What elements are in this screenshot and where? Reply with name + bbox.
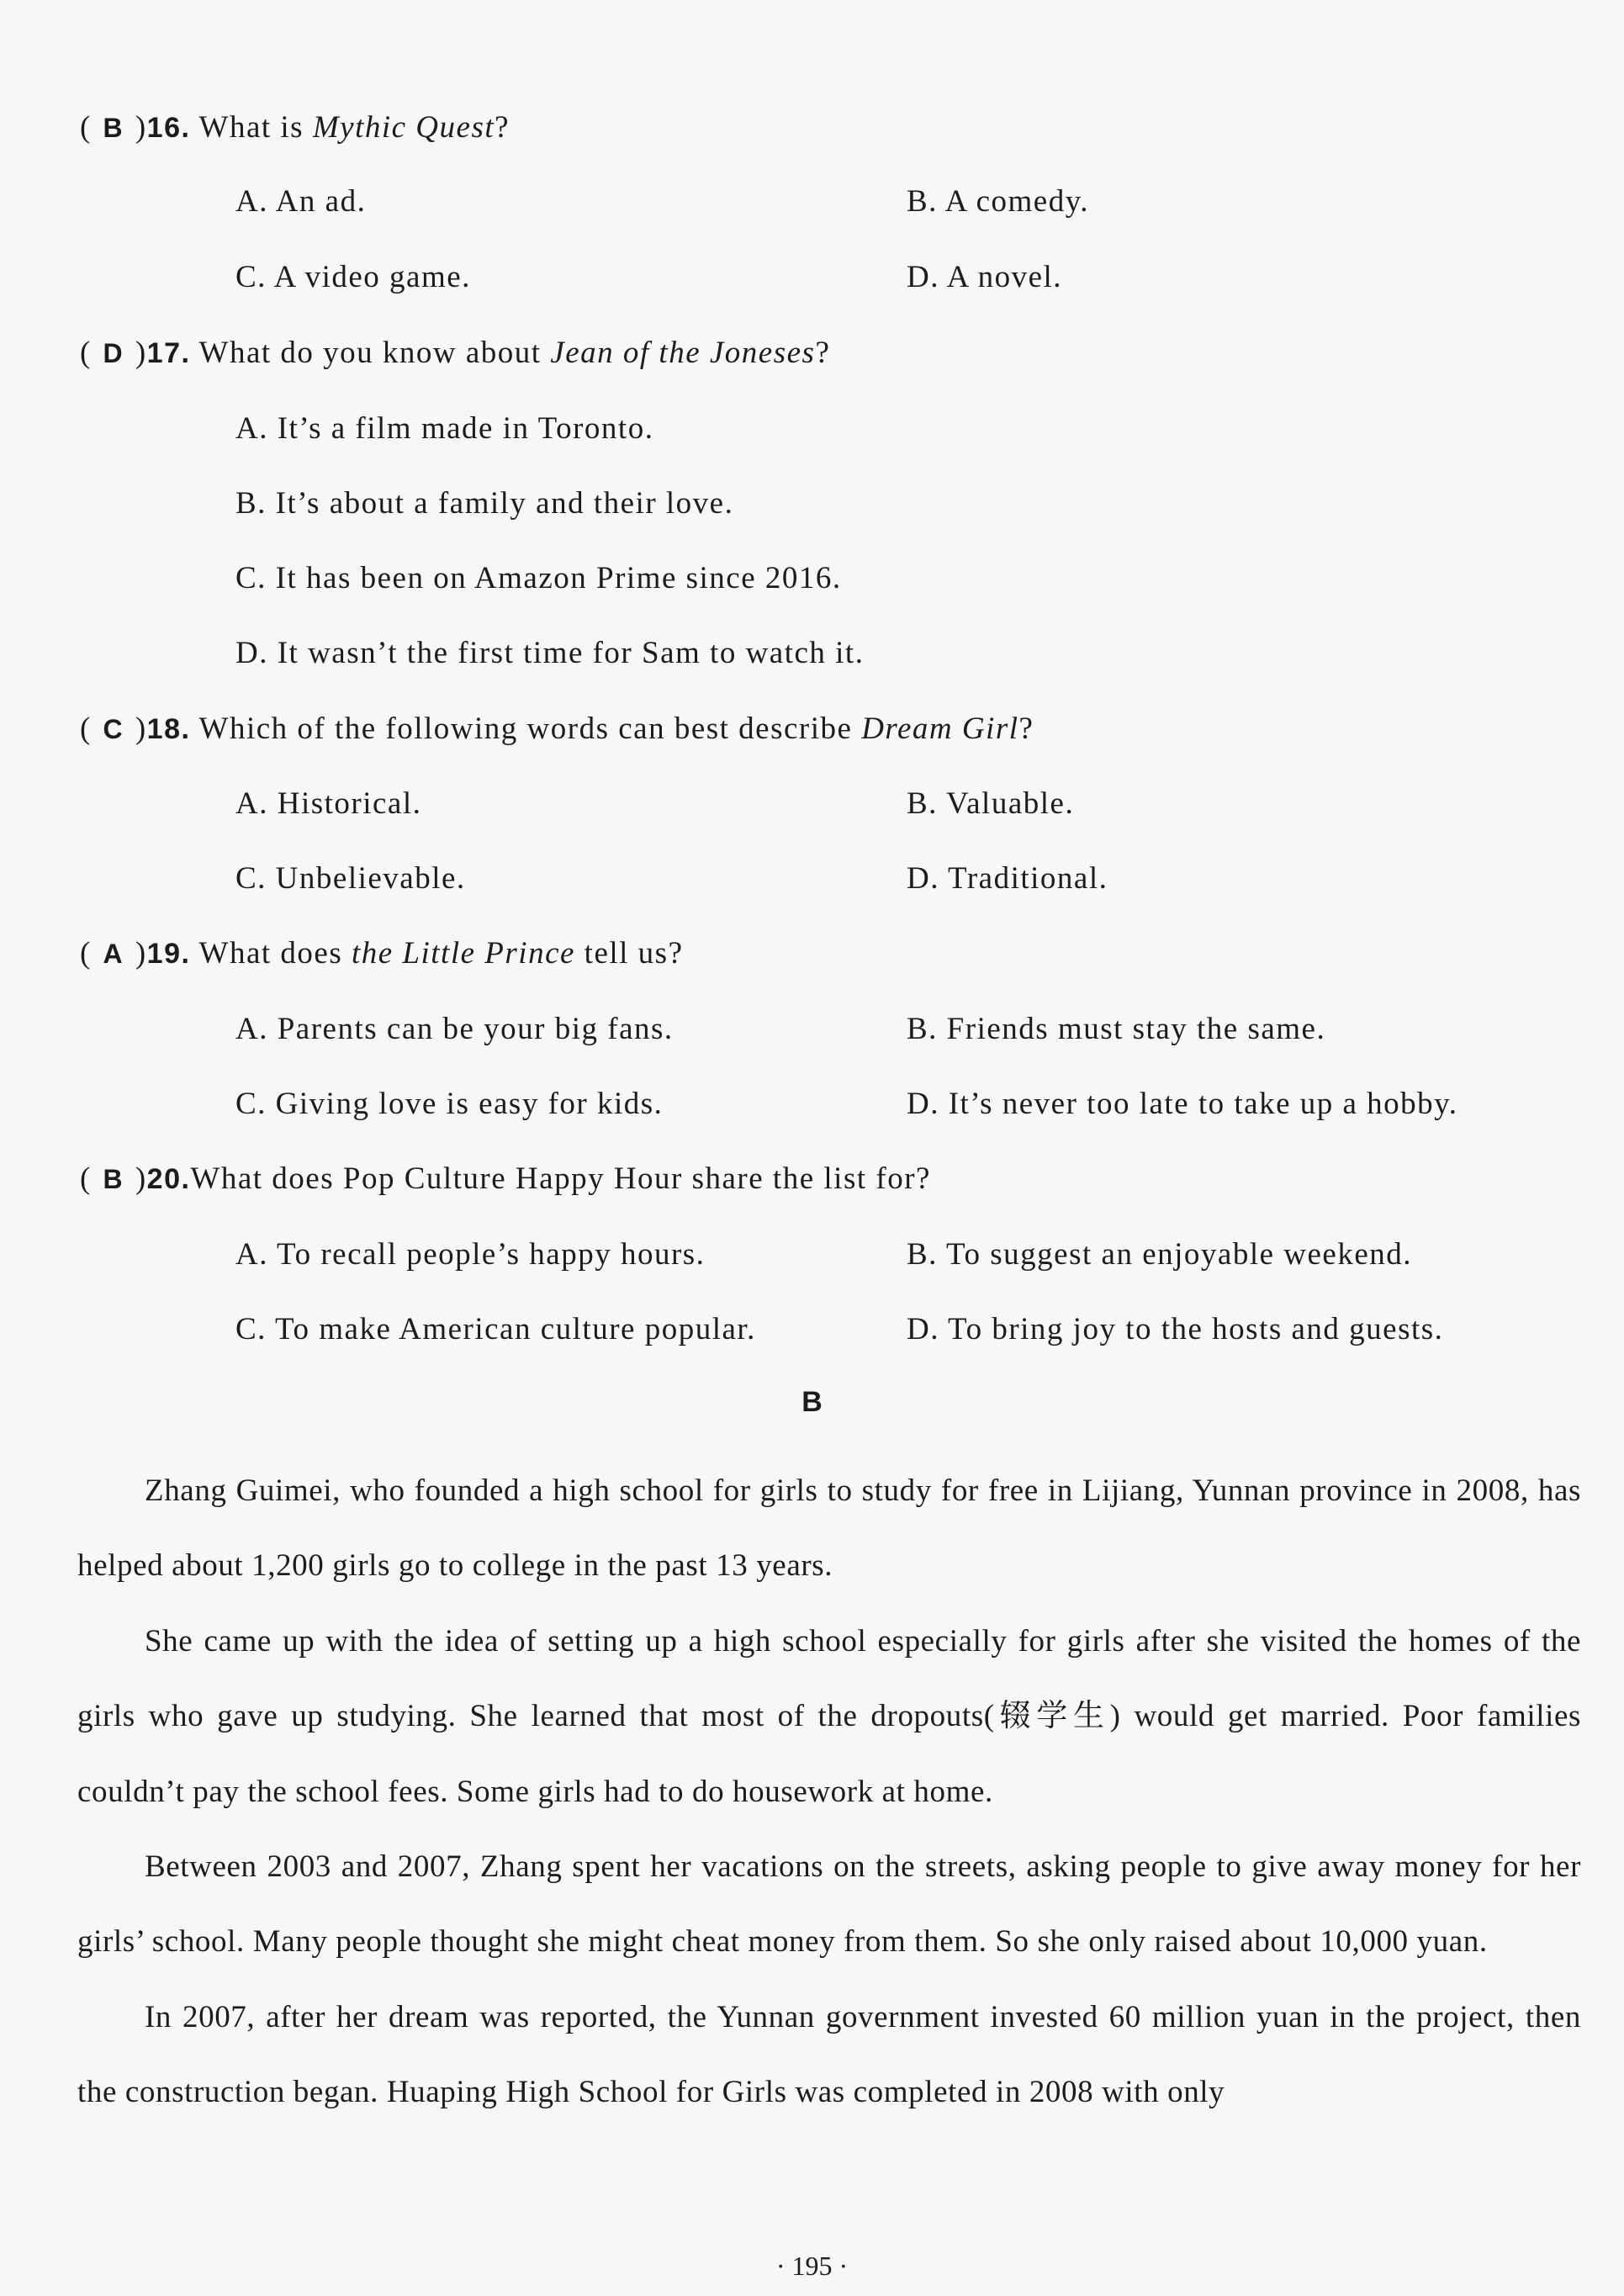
question-number: 18.	[146, 713, 191, 745]
page-number: · 195 ·	[775, 2251, 849, 2281]
question-stem: What is	[198, 110, 313, 145]
option-17-a: A. It’s a film made in Toronto.	[235, 411, 654, 446]
question-stem: What does	[198, 936, 352, 971]
passage-paragraph-1: Zhang Guimei, who founded a high school for girls to study for free in Lijiang, Yunnan province in 2008, has helped about 1,200 girls go to college in the past 13 years.	[77, 1473, 1581, 1584]
option-16-c: C. A video game.	[235, 260, 471, 294]
option-19-a: A. Parents can be your big fans.	[235, 1012, 674, 1046]
option-17-c: C. It has been on Amazon Prime since 2016.	[235, 561, 842, 595]
question-number: 19.	[146, 938, 191, 970]
question-number: 16.	[146, 112, 191, 144]
option-17-b: B. It’s about a family and their love.	[235, 486, 734, 521]
option-18-d: D. Traditional.	[907, 861, 1108, 896]
question-stem: What does Pop Culture Happy Hour share the list for?	[190, 1161, 931, 1196]
question-title-italic: Mythic Quest	[312, 110, 495, 145]
option-18-a: A. Historical.	[235, 786, 422, 821]
question-title-italic: the Little Prince	[351, 936, 575, 971]
option-20-b: B. To suggest an enjoyable weekend.	[907, 1237, 1413, 1272]
answer-17: D	[103, 338, 124, 368]
passage-paragraph-2: She came up with the idea of setting up a high school especially for girls after she visited the homes of the girls who gave up studying. She learned that most of the dropouts(辍学生) would get married. Poor families couldn’t pay the school fees. Some girls had to do housework at home.	[77, 1623, 1581, 1809]
question-number: 20.	[146, 1163, 191, 1195]
question-title-italic: Jean of the Joneses	[550, 336, 816, 370]
answer-16: B	[103, 113, 124, 143]
option-19-b: B. Friends must stay the same.	[907, 1012, 1326, 1046]
answer-19: A	[103, 939, 124, 969]
question-stem: Which of the following words can best describe	[198, 712, 862, 746]
question-title-italic: Dream Girl	[861, 712, 1019, 746]
passage-paragraph-4: In 2007, after her dream was reported, the Yunnan government invested 60 million yuan in the project, then the construction began. Huaping High School for Girls was completed in 2008 with only	[77, 1999, 1581, 2110]
section-title: B	[801, 1386, 823, 1418]
question-number: 17.	[146, 337, 191, 369]
question-17: ( D )17. What do you know about Jean of the Joneses?	[80, 336, 831, 370]
answer-20: B	[103, 1164, 124, 1194]
question-18: ( C )18. Which of the following words can best describe Dream Girl?	[80, 712, 1034, 746]
reading-passage	[77, 1453, 1581, 2130]
option-18-b: B. Valuable.	[907, 786, 1075, 821]
option-18-c: C. Unbelievable.	[235, 861, 466, 896]
question-19: ( A )19. What does the Little Prince tell us?	[80, 936, 684, 971]
question-16: ( B )16. What is Mythic Quest?	[80, 110, 510, 145]
option-16-a: A. An ad.	[235, 184, 367, 219]
passage-paragraph-3: Between 2003 and 2007, Zhang spent her vacations on the streets, asking people to give away money for her girls’ school. Many people thought she might cheat money from them. So she only raised about 10,000 yuan.	[77, 1849, 1581, 1960]
option-17-d: D. It wasn’t the first time for Sam to watch it.	[235, 636, 865, 670]
option-19-d: D. It’s never too late to take up a hobby.	[907, 1087, 1458, 1121]
option-16-d: D. A novel.	[907, 260, 1063, 294]
option-20-a: A. To recall people’s happy hours.	[235, 1237, 706, 1272]
option-20-d: D. To bring joy to the hosts and guests.	[907, 1312, 1444, 1346]
answer-18: C	[103, 714, 124, 744]
option-19-c: C. Giving love is easy for kids.	[235, 1087, 664, 1121]
option-16-b: B. A comedy.	[907, 184, 1090, 219]
question-stem: What do you know about	[198, 336, 551, 370]
option-20-c: C. To make American culture popular.	[235, 1312, 756, 1346]
question-20: ( B )20.What does Pop Culture Happy Hour share the list for?	[80, 1161, 931, 1196]
